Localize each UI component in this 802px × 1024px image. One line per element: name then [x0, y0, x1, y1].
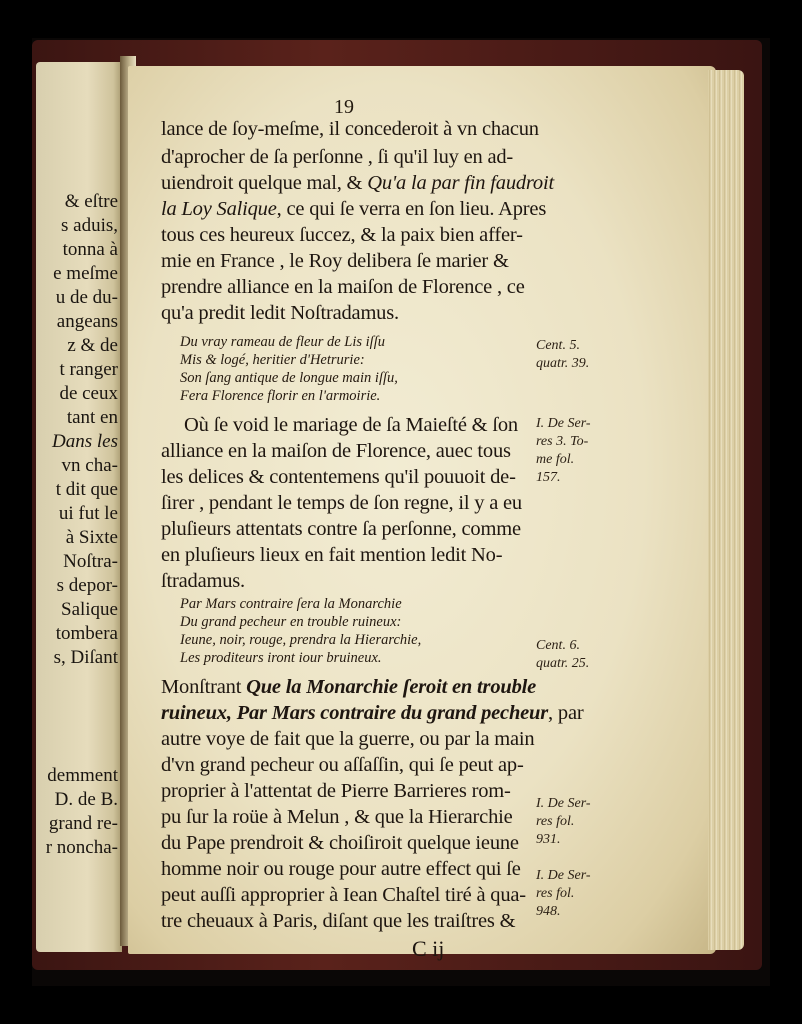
left-line: z & de — [67, 335, 118, 356]
margin-note: 931. — [536, 832, 561, 847]
body-line — [161, 676, 536, 699]
left-line: tonna à — [62, 239, 118, 260]
body-line: en pluſieurs lieux en fait mention ledit No- — [161, 544, 503, 566]
left-line: Dans les — [52, 431, 118, 452]
body-line: d'aprocher de ſa perſonne , ſi qu'il luy en ad- — [161, 146, 514, 168]
verse-line: Du grand pecheur en trouble ruineux: — [180, 614, 402, 630]
signature-mark: C ij — [412, 936, 445, 961]
verse-line: Ieune, noir, rouge, prendra la Hierarchie, — [180, 632, 422, 648]
body-line — [161, 702, 583, 725]
body-line: du Pape prendroit & choiſiroit quelque ieune — [161, 832, 519, 854]
margin-note: 948. — [536, 904, 561, 919]
left-line: vn cha- — [61, 455, 118, 476]
left-line: t dit que — [55, 479, 118, 500]
body-line: tous ces heureux ſuccez, & la paix bien affer- — [161, 224, 523, 246]
margin-note: Cent. 6. — [536, 638, 580, 653]
left-line: angeans — [56, 311, 118, 332]
left-line: grand re- — [48, 813, 118, 834]
left-line: tombera — [55, 623, 118, 644]
margin-note: quatr. 39. — [536, 356, 590, 371]
body-text: , par — [548, 702, 584, 724]
body-line: pluſieurs attentats contre ſa perſonne, comme — [161, 518, 521, 540]
left-line: Salique — [61, 599, 118, 620]
body-line: Où ſe void le mariage de ſa Maieſté & ſon — [184, 414, 518, 436]
body-line: pu ſur la roüe à Melun , & que la Hierarchie — [161, 806, 513, 828]
body-line — [161, 198, 546, 221]
body-line: prendre alliance en la maiſon de Florence , ce — [161, 276, 525, 298]
left-line: s aduis, — [61, 215, 118, 236]
verse-line: Du vray rameau de fleur de Lis iſſu — [180, 334, 385, 350]
body-line: proprier à l'attentat de Pierre Barrieres rom- — [161, 780, 511, 802]
body-line: les delices & contentemens qu'il pouuoit de- — [161, 466, 516, 488]
margin-note: Cent. 5. — [536, 338, 580, 353]
margin-note: quatr. 25. — [536, 656, 590, 671]
left-line: & eſtre — [64, 191, 118, 212]
italic-text: Que la Monarchie ſeroit en trouble — [246, 676, 537, 698]
body-line: qu'a predit ledit Noſtradamus. — [161, 302, 399, 324]
italic-text: Qu'a la par fin faudroit — [367, 172, 554, 194]
margin-note: 157. — [536, 470, 561, 485]
body-text: Monſtrant — [161, 676, 247, 698]
body-text: , ce qui ſe verra en ſon lieu. Apres — [276, 198, 547, 220]
left-line: s depor- — [56, 575, 118, 596]
margin-note: I. De Ser- — [536, 416, 591, 431]
margin-note: res fol. — [536, 886, 575, 901]
left-line: s, Diſant — [53, 647, 118, 668]
body-line: lance de ſoy-meſme, il concederoit à vn chacun — [161, 118, 539, 140]
left-line: u de du- — [55, 287, 118, 308]
body-line: ſirer , pendant le temps de ſon regne, il y a eu — [161, 492, 522, 514]
left-line: D. de B. — [54, 789, 118, 810]
verse-line: Les proditeurs iront iour bruineux. — [180, 650, 382, 666]
left-page — [36, 62, 122, 952]
verse-line: Mis & logé, heritier d'Hetrurie: — [180, 352, 365, 368]
italic-text: la Loy Salique — [161, 198, 277, 220]
left-line: t ranger — [59, 359, 118, 380]
body-line — [161, 172, 554, 195]
left-line: r noncha- — [45, 837, 118, 858]
italic-text: ruineux, Par Mars contraire du grand pecheur — [161, 702, 549, 724]
left-line: demment — [47, 765, 118, 786]
margin-note: I. De Ser- — [536, 796, 591, 811]
margin-note: res 3. To- — [536, 434, 589, 449]
left-line: tant en — [66, 407, 118, 428]
body-line: alliance en la maiſon de Florence, auec tous — [161, 440, 511, 462]
body-line: ſtradamus. — [161, 570, 245, 592]
margin-note: res fol. — [536, 814, 575, 829]
left-line: à Sixte — [65, 527, 118, 548]
left-line: ui fut le — [58, 503, 118, 524]
left-line: Noſtra- — [63, 551, 118, 572]
body-line: d'vn grand pecheur ou aſſaſſin, qui ſe peut ap- — [161, 754, 524, 776]
body-line: autre voye de fait que la guerre, ou par la main — [161, 728, 535, 750]
verse-line: Fera Florence florir en l'armoirie. — [180, 388, 381, 404]
left-line: e meſme — [53, 263, 118, 284]
verse-line: Par Mars contraire ſera la Monarchie — [180, 596, 402, 612]
page-edges — [708, 70, 744, 950]
margin-note: I. De Ser- — [536, 868, 591, 883]
body-line: peut auſſi approprier à Iean Chaſtel tiré à qua- — [161, 884, 526, 906]
left-line: de ceux — [59, 383, 118, 404]
body-line: mie en France , le Roy delibera ſe marier & — [161, 250, 509, 272]
body-text: uiendroit quelque mal, & — [161, 172, 368, 194]
body-line: tre cheuaux à Paris, diſant que les traiſtres & — [161, 910, 516, 932]
margin-note: me fol. — [536, 452, 575, 467]
body-line: homme noir ou rouge pour autre effect qui ſe — [161, 858, 521, 880]
page-number: 19 — [334, 96, 354, 118]
verse-line: Son ſang antique de longue main iſſu, — [180, 370, 398, 386]
